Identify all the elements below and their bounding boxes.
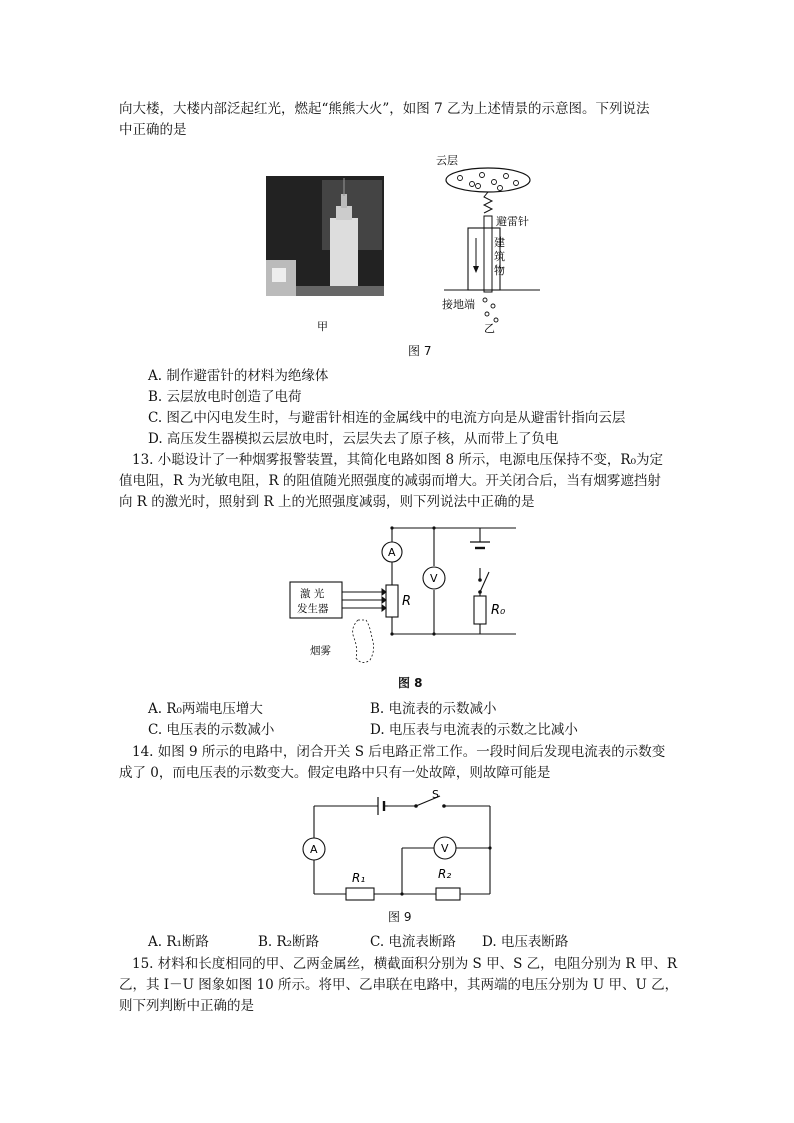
q14-option-a: A. R₁断路 — [148, 934, 209, 950]
label-s: S — [432, 788, 439, 801]
label-r0: R₀ — [491, 603, 506, 618]
resistor-r2 — [436, 888, 460, 900]
label-ground: 接地端 — [442, 298, 475, 311]
q12-option-c: C. 图乙中闪电发生时，与避雷针相连的金属线中的电流方向是从避雷针指向云层 — [148, 410, 626, 426]
intro-line-1: 向大楼，大楼内部泛起红光，燃起“熊熊大火”，如图 7 乙为上述情景的示意图。下列说法 — [119, 101, 650, 117]
q13-line-1: 13. 小聪设计了一种烟雾报警装置，其简化电路如图 8 所示，电源电压保持不变，R₀为定 — [132, 452, 664, 468]
q14-option-b: B. R₂断路 — [258, 934, 320, 950]
smoke-cloud — [353, 620, 374, 663]
q13-option-b: B. 电流表的示数减小 — [370, 701, 497, 717]
figure-7 — [262, 150, 562, 340]
resistor-r0 — [474, 596, 486, 624]
switch-contact-top — [478, 578, 482, 582]
q15-line-2: 乙，其 I－U 图象如图 10 所示。将甲、乙串联在电路中，其两端的电压分别为 U 甲、U 乙， — [119, 977, 679, 993]
q14-line-2: 成了 0，而电压表的示数变大。假定电路中只有一处故障，则故障可能是 — [119, 765, 551, 781]
q13-option-a: A. R₀两端电压增大 — [148, 701, 263, 717]
label-cloud: 云层 — [436, 154, 458, 167]
q12-option-a: A. 制作避雷针的材料为绝缘体 — [148, 368, 329, 384]
ammeter-label: A — [388, 546, 396, 559]
voltmeter-label: V — [430, 572, 438, 585]
q15-line-3: 则下列判断中正确的是 — [119, 998, 254, 1014]
label-yi: 乙 — [484, 322, 495, 335]
q13-option-d: D. 电压表与电流表的示数之比减小 — [370, 722, 578, 738]
lightning-bolt — [484, 192, 492, 213]
label-building-3: 物 — [494, 264, 505, 277]
smoke-label: 烟雾 — [310, 645, 331, 657]
label-r: R — [402, 594, 412, 609]
figure-8-circuit — [284, 520, 544, 670]
figure-9 — [298, 788, 498, 906]
q14-option-c: C. 电流表断路 — [370, 934, 456, 950]
figure-7-drawing — [262, 150, 562, 340]
label-jia: 甲 — [317, 320, 328, 333]
intro-line-2: 中正确的是 — [119, 122, 187, 138]
label-building-2: 筑 — [494, 250, 505, 263]
q12-option-d: D. 高压发生器模拟云层放电时，云层失去了原子核，从而带上了负电 — [148, 431, 559, 447]
ammeter-label: A — [310, 843, 318, 856]
label-r1: R₁ — [352, 871, 366, 885]
figure-9-circuit — [298, 788, 498, 906]
q14-line-1: 14. 如图 9 所示的电路中，闭合开关 S 后电路正常工作。一段时间后发现电流表的示数变 — [132, 744, 666, 760]
figure-9-caption: 图 9 — [388, 910, 412, 924]
figure-7-caption: 图 7 — [408, 344, 432, 358]
voltmeter-label: V — [441, 842, 449, 855]
switch-contact — [442, 804, 446, 808]
q12-option-b: B. 云层放电时创造了电荷 — [148, 389, 302, 405]
q13-line-3: 向 R 的激光时，照射到 R 上的光照强度减弱，则下列说法中正确的是 — [119, 494, 535, 510]
label-r2: R₂ — [438, 867, 452, 881]
q13-option-c: C. 电压表的示数减小 — [148, 722, 275, 738]
switch-pivot — [414, 804, 418, 808]
laser-label-1: 激 光 — [300, 588, 325, 600]
figure-8 — [284, 520, 544, 670]
photoresistor-r — [386, 585, 398, 617]
q13-line-2: 值电阻，R 为光敏电阻，R 的阻值随光照强度的减弱而增大。开关闭合后，当有烟雾遮挡射 — [119, 473, 661, 489]
switch-contact-bottom — [478, 590, 482, 594]
figure-8-caption: 图 8 — [398, 676, 423, 690]
building-model — [330, 218, 358, 290]
label-building-1: 建 — [494, 236, 505, 249]
q14-option-d: D. 电压表断路 — [482, 934, 569, 950]
resistor-r1 — [346, 888, 374, 900]
laser-label-2: 发生器 — [297, 603, 329, 615]
q15-line-1: 15. 材料和长度相同的甲、乙两金属丝，横截面积分别为 S 甲、S 乙，电阻分别为 R 甲、R — [132, 956, 678, 972]
lightning-rod — [484, 216, 492, 292]
laser-beams — [342, 589, 386, 611]
label-rod: 避雷针 — [496, 215, 529, 228]
